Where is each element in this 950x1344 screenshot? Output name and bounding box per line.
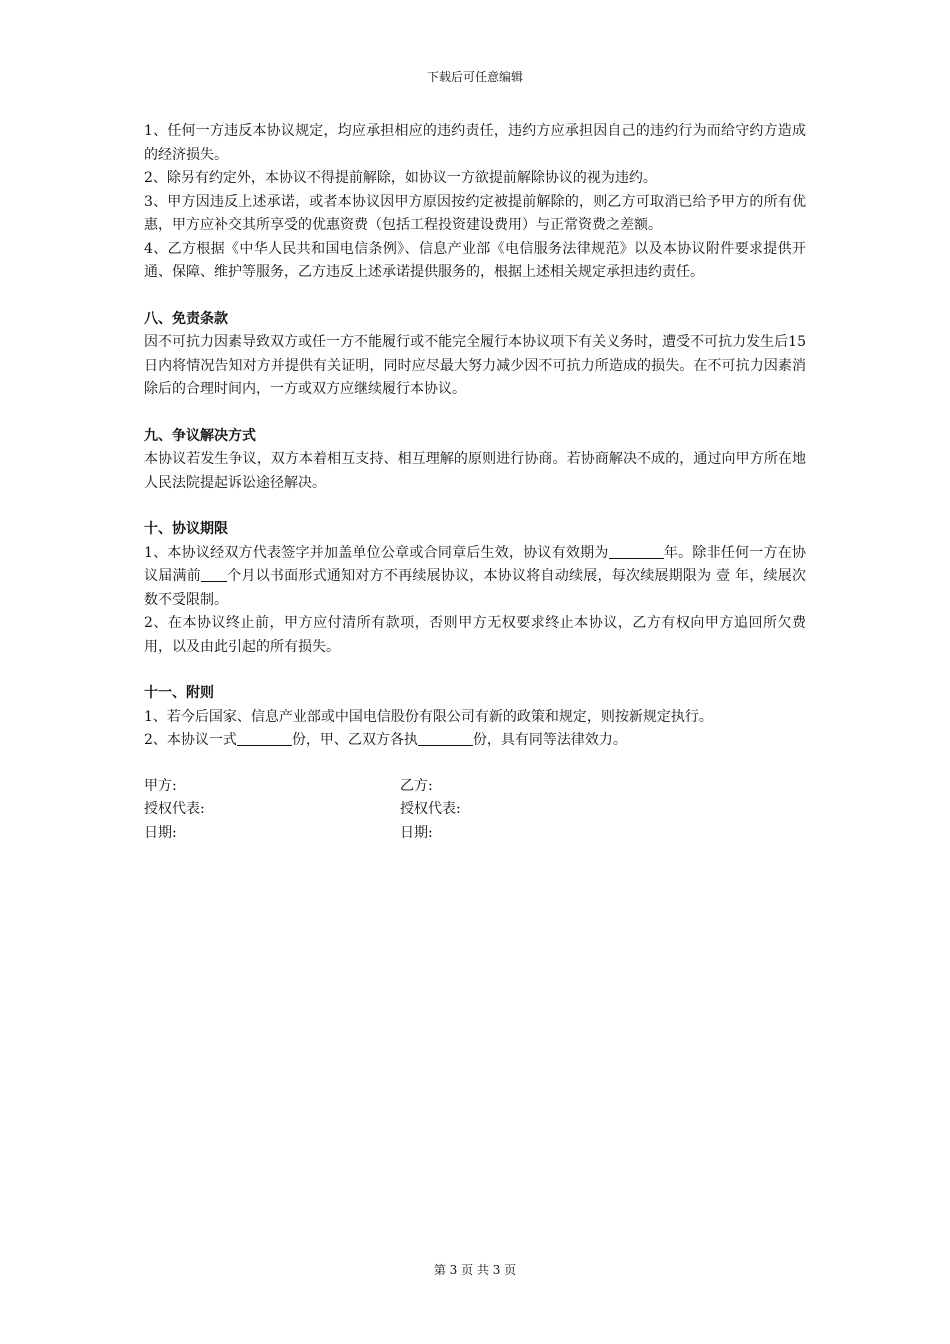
signature-block bbox=[144, 775, 806, 846]
page-number-footer: 第 3 页 共 3 页 bbox=[433, 1263, 517, 1277]
section-heading: 十一、附则 bbox=[144, 685, 214, 701]
section-heading: 十、协议期限 bbox=[144, 521, 228, 537]
signature-row-date bbox=[144, 822, 806, 846]
signature-row-representative bbox=[144, 798, 806, 822]
party-a-label: 甲方: bbox=[144, 777, 177, 794]
clause-paragraph: 因不可抗力因素导致双方或任一方不能履行或不能完全履行本协议项下有关义务时，遭受不可抗力发生后15日内将情况告知对方并提供有关证明，同时应尽最大努力减少因不可抗力所造成的损失。在不可抗力因素消除后的合理时间内，一方或双方应继续履行本协议。 bbox=[144, 334, 806, 397]
clause-paragraph: 本协议若发生争议，双方本着相互支持、相互理解的原则进行协商。若协商解决不成的，通过向甲方所在地人民法院提起诉讼途径解决。 bbox=[144, 451, 806, 491]
clause-paragraph: 1、任何一方违反本协议规定，均应承担相应的违约责任，违约方应承担因自己的违约行为而给守约方造成的经济损失。 bbox=[144, 123, 806, 163]
clause-paragraph: 4、乙方根据《中华人民共和国电信条例》、信息产业部《电信服务法律规范》以及本协议附件要求提供开通、保障、维护等服务，乙方违反上述承诺提供服务的，根据上述相关规定承担违约责任。 bbox=[144, 240, 806, 280]
section-heading: 八、免责条款 bbox=[144, 310, 228, 327]
text-run: 份，甲、乙双方各执 bbox=[291, 732, 418, 748]
signature-row-party bbox=[144, 775, 806, 799]
section-force-majeure bbox=[144, 308, 806, 402]
clause-paragraph bbox=[144, 729, 806, 753]
clause-paragraph bbox=[144, 542, 806, 613]
text-run: 1、本协议经双方代表签字并加盖单位公章或合同章后生效，协议有效期为 bbox=[144, 544, 609, 561]
clause-paragraph: 3、甲方因违反上述承诺，或者本协议因甲方原因按约定被提前解除的，则乙方可取消已给予甲方的所有优惠，甲方应补交其所享受的优惠资费（包括工程投资建设费用）与正常资费之差额。 bbox=[144, 193, 806, 233]
party-b-label: 乙方: bbox=[400, 777, 433, 794]
section-term bbox=[144, 518, 806, 659]
copies-total-blank bbox=[237, 729, 292, 746]
section-dispute bbox=[144, 425, 806, 496]
rep-a-label: 授权代表: bbox=[144, 801, 205, 817]
text-run: 份，具有同等法律效力。 bbox=[472, 732, 627, 748]
clause-paragraph: 1、若今后国家、信息产业部或中国电信股份有限公司有新的政策和规定，则按新规定执行。 bbox=[144, 708, 713, 725]
copies-each-blank bbox=[418, 729, 473, 746]
rep-b-label: 授权代表: bbox=[400, 801, 461, 817]
clause-paragraph: 2、在本协议终止前，甲方应付清所有款项，否则甲方无权要求终止本协议，乙方有权向甲方追回所欠费用，以及由此引起的所有损失。 bbox=[144, 615, 806, 655]
date-b-label: 日期: bbox=[400, 824, 433, 841]
section-heading: 九、争议解决方式 bbox=[144, 427, 256, 444]
clause-paragraph: 2、除另有约定外，本协议不得提前解除，如协议一方欲提前解除协议的视为违约。 bbox=[144, 170, 657, 186]
text-run: 个月以书面形式通知对方不再续展协议，本协议将自动续展，每次续展期限为 壹 年，续展次数不受限制。 bbox=[144, 568, 806, 608]
notice-months-blank bbox=[201, 565, 227, 582]
date-a-label: 日期: bbox=[144, 824, 177, 841]
page-header: 下载后可任意编辑 bbox=[426, 70, 523, 84]
document-body bbox=[144, 120, 806, 845]
text-run: 2、本协议一式 bbox=[144, 732, 237, 748]
breach-clauses bbox=[144, 120, 806, 285]
section-supplementary bbox=[144, 682, 806, 753]
term-years-blank bbox=[609, 542, 664, 559]
text-run: 年。除非任何一方在协议届满前 bbox=[144, 544, 807, 584]
